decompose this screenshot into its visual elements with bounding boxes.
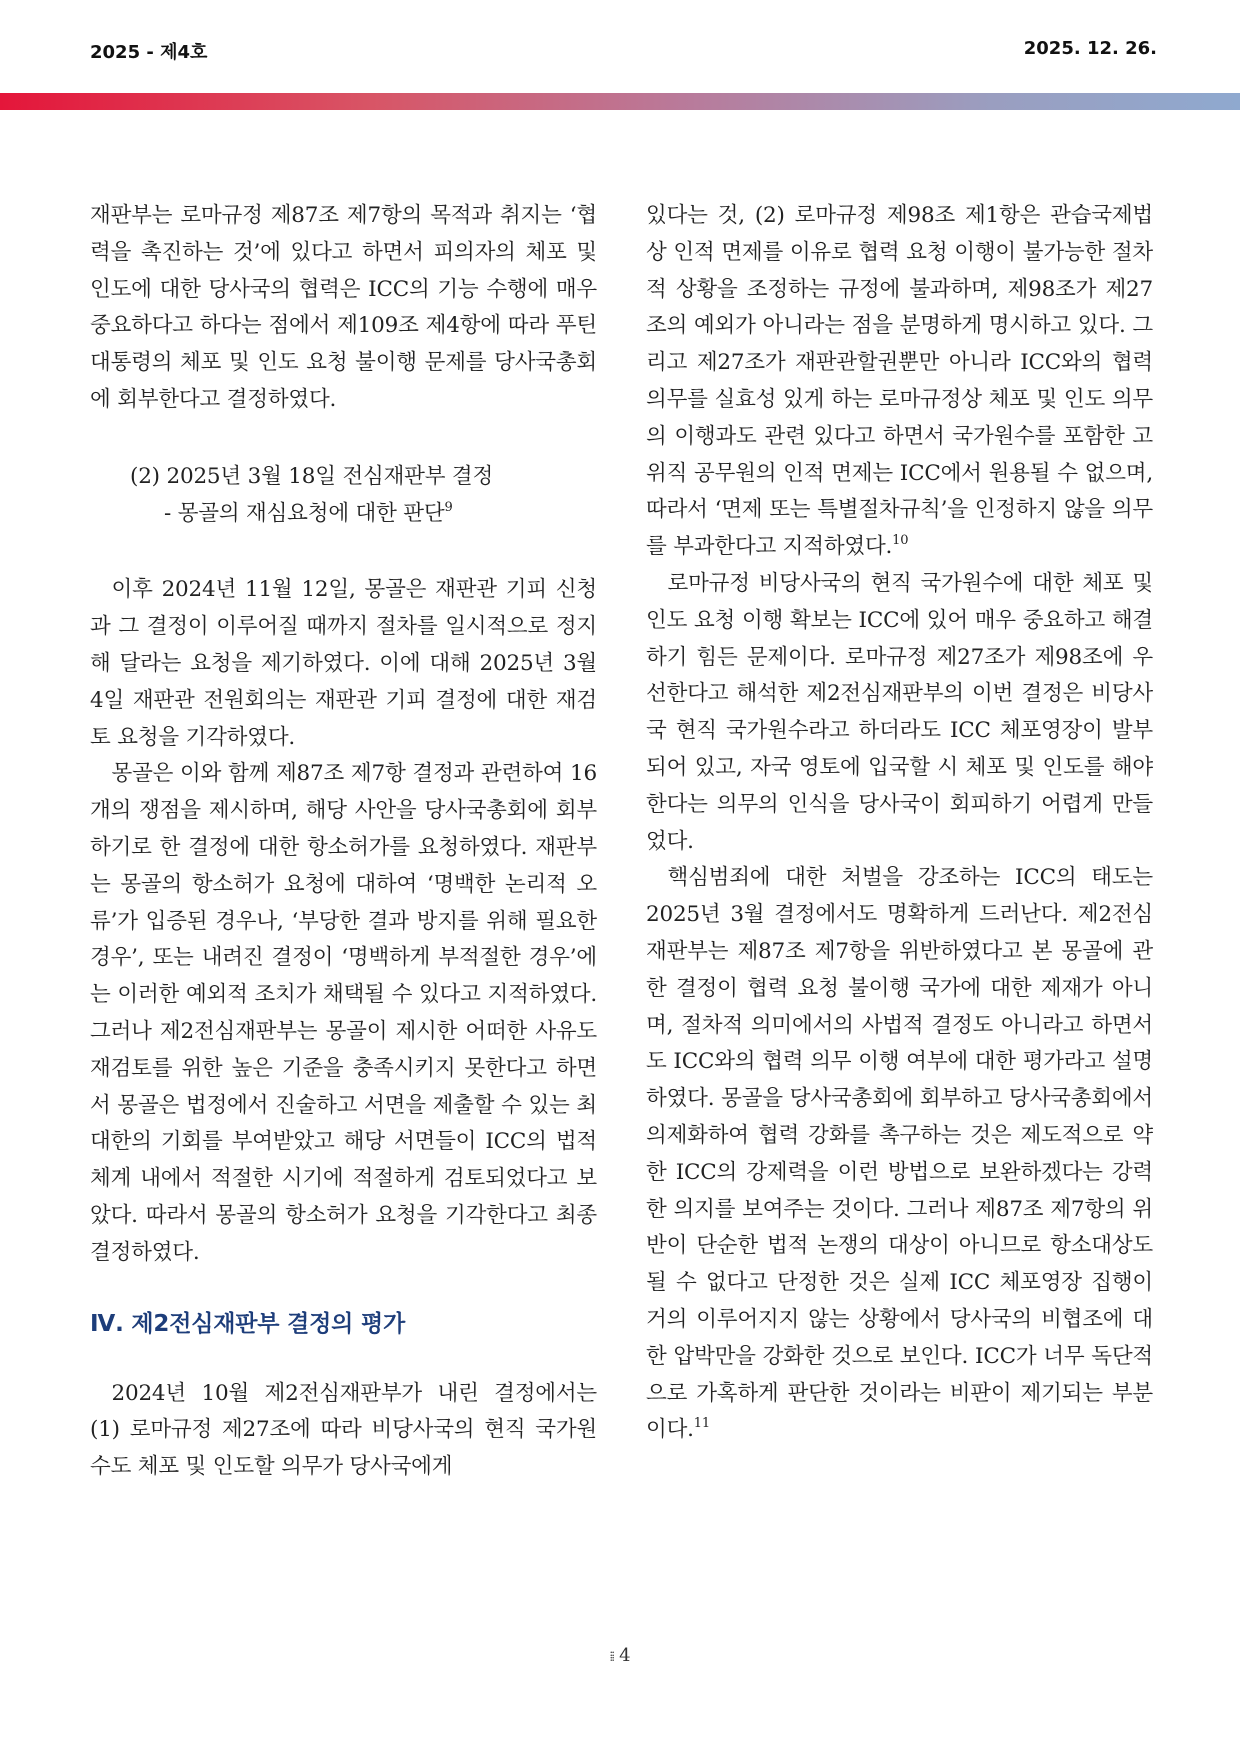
subsection-subtitle: - 몽골의 재심요청에 대한 판단$^9$: [164, 499, 453, 526]
paragraph: 재판부는 로마규정 제87조 제7항의 목적과 취지는 ‘협력을 촉진하는 것’에 있다고 하면서 피의자의 체포 및 인도에 대한 당사국의 협력은 ICC의 기능 수행에 매우 중요하다고 하다는 점에서 제109조 제4항에 따라 푸틴 대통령의 체포 및 인도 요청 불이행 문제를 당사국총회에 회부한다고 결정하였다.: [90, 203, 597, 412]
section-heading: Ⅳ. 제2전심재판부 결정의 평가: [90, 1310, 406, 1337]
paragraph: 핵심범죄에 대한 처벌을 강조하는 ICC의 태도는 2025년 3월 결정에서도 명확하게 드러난다. 제2전심재판부는 제87조 제7항을 위반하였다고 본 몽골에 관한 결정이 협력 요청 불이행 국가에 대한 제재가 아니며, 절차적 의미에서의 사법적 결정도 아니라고 하면서도 ICC와의 협력 의무 이행 여부에 대한 평가라고 설명하였다. 몽골을 당사국총회에 회부하고 당사국총회에서 의제화하여 협력 강화를 촉구하는 것은 제도적으로 약한 ICC의 강제력을 이런 방법으로 보완하겠다는 강력한 의지를 보여주는 것이다. 그러나 제87조 제7항의 위반이 단순한 법적 논쟁의 대상이 아니므로 항소대상도 될 수 없다고 단정한 것은 실제 ICC 체포영장 집행이 거의 이루어지지 않는 상황에서 당사국의 비협조에 대한 압박만을 강화한 것으로 보인다. ICC가 너무 독단적으로 가혹하게 판단한 것이라는 비판이 제기되는 부분이다.$^{11}$: [646, 865, 1153, 1443]
subsection-heading: [90, 459, 597, 533]
page-footer: [0, 1645, 1240, 1666]
paragraph: 이후 2024년 11월 12일, 몽골은 재판관 기피 신청과 그 결정이 이루어질 때까지 절차를 일시적으로 정지해 달라는 요청을 제기하였다. 이에 대해 2025년 3월 4일 재판관 전원회의는 재판관 기피 결정에 대한 재검토 요청을 기각하였다.: [90, 577, 597, 750]
footnote-marker[interactable]: 10: [892, 533, 909, 549]
footnote-marker[interactable]: 11: [693, 1416, 710, 1432]
page-marker-icon: ⁞⁞: [609, 1649, 614, 1665]
issue-number: 2025 - 제4호: [90, 42, 208, 63]
page-number: 4: [619, 1645, 631, 1666]
paragraph: 있다는 것, (2) 로마규정 제98조 제1항은 관습국제법상 인적 면제를 이유로 협력 요청 이행이 불가능한 절차적 상황을 조정하는 규정에 불과하며, 제98조가 제27조의 예외가 아니라는 점을 분명하게 명시하고 있다. 그리고 제27조가 재판관할권뿐만 아니라 ICC와의 협력 의무를 실효성 있게 하는 로마규정상 체포 및 인도 의무의 이행과도 관련 있다고 하면서 국가원수를 포함한 고위직 공무원의 인적 면제는 ICC에서 원용될 수 없으며, 따라서 ‘면제 또는 특별절차규칙’을 인정하지 않을 의무를 부과한다고 지적하였다.$^{10}$: [646, 203, 1153, 560]
page-header: [0, 0, 1240, 100]
paragraph: 로마규정 비당사국의 현직 국가원수에 대한 체포 및 인도 요청 이행 확보는 ICC에 있어 매우 중요하고 해결하기 힘든 문제이다. 로마규정 제27조가 제98조에 우선한다고 해석한 제2전심재판부의 이번 결정은 비당사국 현직 국가원수라고 하더라도 ICC 체포영장이 발부되어 있고, 자국 영토에 입국할 시 체포 및 인도를 해야 한다는 의무의 인식을 당사국이 회피하기 어렵게 만들었다.: [646, 570, 1153, 854]
right-column: [646, 198, 1153, 1449]
header-color-band: [0, 93, 1240, 110]
footnote-marker[interactable]: 9: [444, 499, 453, 515]
paragraph: 2024년 10월 제2전심재판부가 내린 결정에서는 (1) 로마규정 제27조에 따라 비당사국의 현직 국가원수도 체포 및 인도할 의무가 당사국에게: [90, 1380, 597, 1480]
issue-date: 2025. 12. 26.: [1023, 38, 1157, 59]
left-column: [90, 198, 597, 1486]
subsection-title: (2) 2025년 3월 18일 전심재판부 결정: [130, 463, 494, 489]
paragraph: 몽골은 이와 함께 제87조 제7항 결정과 관련하여 16개의 쟁점을 제시하며, 해당 사안을 당사국총회에 회부하기로 한 결정에 대한 항소허가를 요청하였다. 재판부는 몽골의 항소허가 요청에 대하여 ‘명백한 논리적 오류’가 입증된 경우나, ‘부당한 결과 방지를 위해 필요한 경우’, 또는 내려진 결정이 ‘명백하게 부적절한 경우’에는 이러한 예외적 조치가 채택될 수 있다고 지적하였다. 그러나 제2전심재판부는 몽골이 제시한 어떠한 사유도 재검토를 위한 높은 기준을 충족시키지 못한다고 하면서 몽골은 법정에서 진술하고 서면을 제출할 수 있는 최대한의 기회를 부여받았고 해당 서면들이 ICC의 법적 체계 내에서 적절한 시기에 적절하게 검토되었다고 보았다. 따라서 몽골의 항소허가 요청을 기각한다고 최종결정하였다.: [90, 761, 597, 1265]
